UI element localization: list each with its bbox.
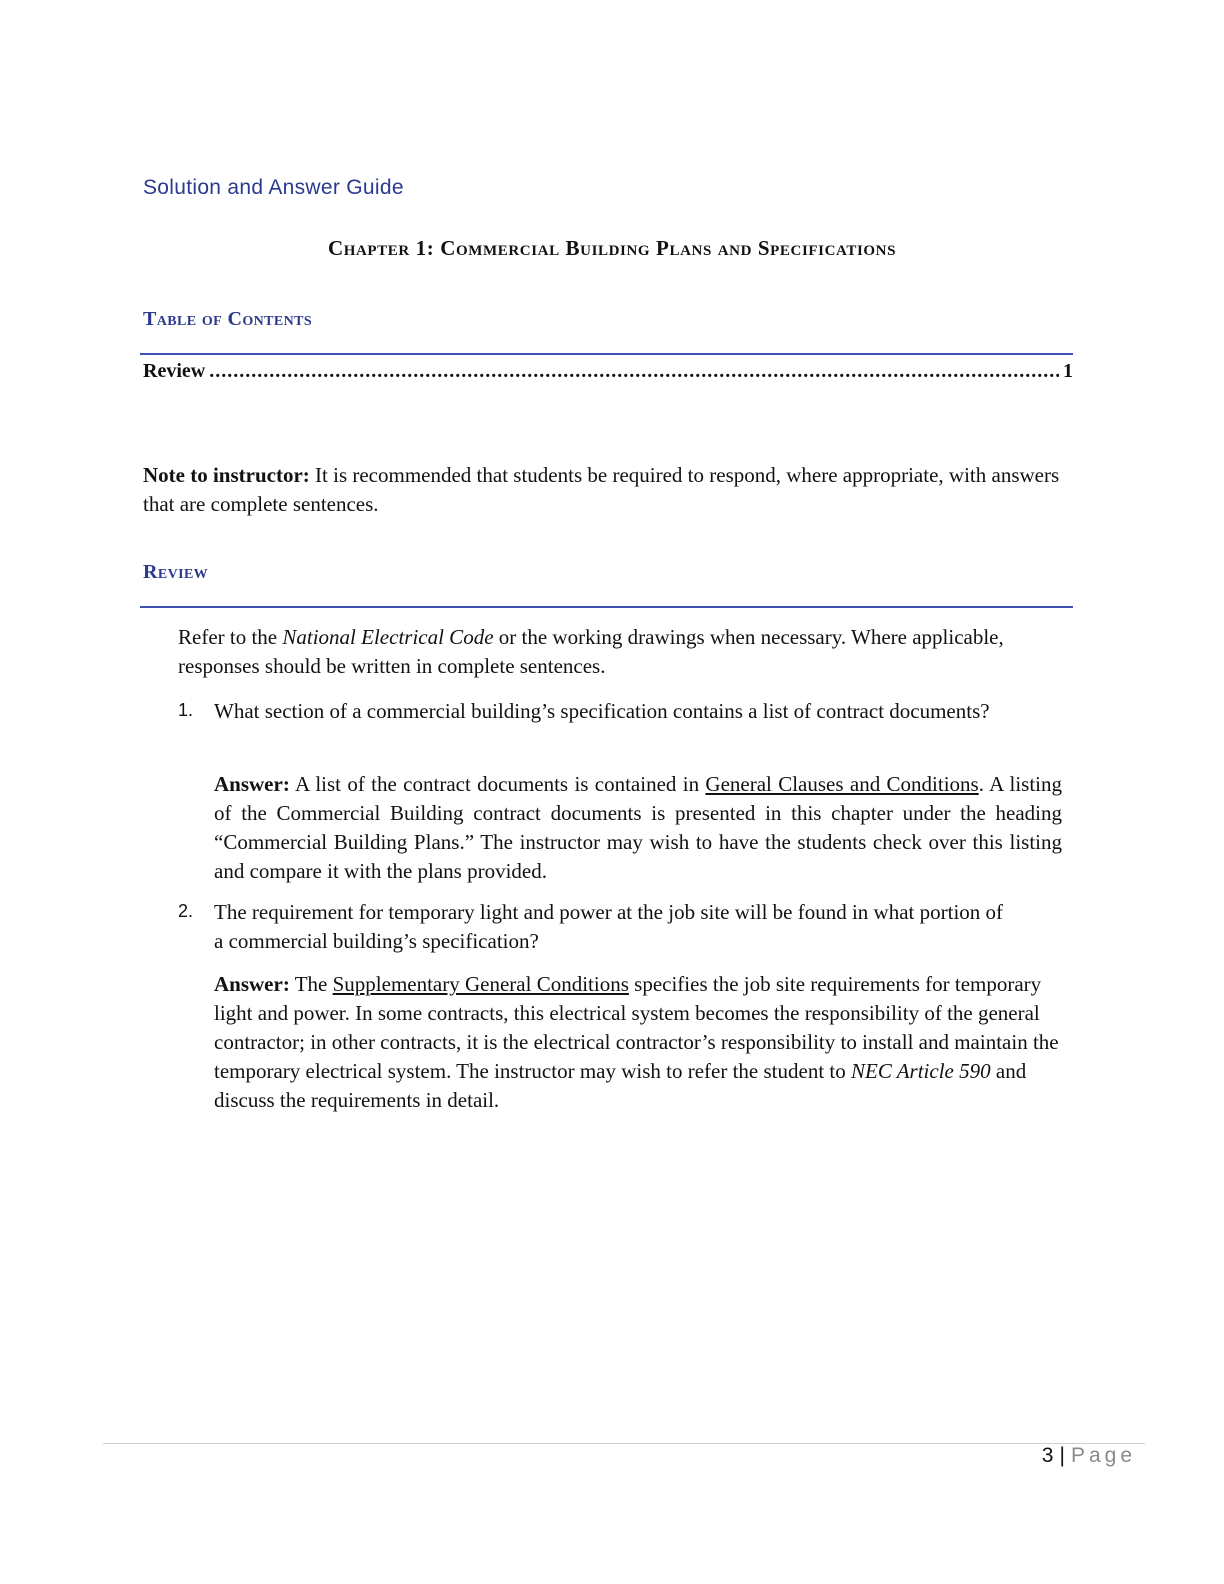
- intro-text-pre: Refer to the: [178, 625, 283, 649]
- chapter-title: Chapter 1: Commercial Building Plans and Specifications: [327, 236, 897, 260]
- answer-italic-reference: NEC Article 590: [851, 1059, 991, 1083]
- footer-separator: |: [1059, 1444, 1067, 1467]
- toc-entry-label[interactable]: Review: [143, 360, 206, 382]
- toc-divider: [140, 353, 1073, 355]
- page-number: 3: [1041, 1444, 1056, 1467]
- question-number: 1.: [178, 700, 194, 720]
- answer-underlined-term: General Clauses and Conditions: [705, 772, 979, 796]
- guide-title: Solution and Answer Guide: [143, 176, 404, 199]
- toc-entry-review[interactable]: [143, 360, 1073, 388]
- question-text: The requirement for temporary light and power at the job site will be found in what portion of a commercial building’s specification?: [214, 900, 1004, 953]
- answer-block: [214, 770, 1062, 886]
- intro-code-title: National Electrical Code: [282, 625, 494, 649]
- answer-label: Answer:: [214, 972, 290, 996]
- answer-text-mid: specifies the job site requirements for temporary light and power. In some contracts, this electrical system becomes the responsibility of the general contractor; in other contracts, it is the electrical contractor’s responsibility to install and maintain the temporary electrical system. The instructor may wish to refer the student to: [214, 972, 1059, 1083]
- answer-text-pre: A list of the contract documents is contained in: [289, 772, 706, 796]
- answer-underlined-term: Supplementary General Conditions: [332, 972, 629, 996]
- review-intro: [178, 623, 1058, 681]
- page-word: Page: [1070, 1444, 1136, 1467]
- page-footer: [1042, 1444, 1136, 1468]
- answer-block: [214, 970, 1062, 1115]
- answer-text-post: . A listing of the Commercial Building contract documents is presented in this chapter under the heading “Commercial Building Plans.” The instructor may wish to have the students check over this listing and compare it with the plans provided.: [214, 772, 1062, 883]
- question-text: What section of a commercial building’s specification contains a list of contract documents?: [214, 699, 990, 723]
- note-text: It is recommended that students be required to respond, where appropriate, with answers that are complete sentences.: [143, 463, 1060, 516]
- review-divider: [140, 606, 1073, 608]
- note-to-instructor: [143, 461, 1063, 519]
- toc-entry-page: 1: [1063, 360, 1073, 382]
- answer-label: Answer:: [214, 772, 290, 796]
- question-number: 2.: [178, 901, 194, 921]
- footer-divider: [103, 1443, 1145, 1444]
- intro-text-post: or the working drawings when necessary. Where applicable, responses should be written in complete sentences.: [178, 625, 1004, 678]
- answer-text-pre: The: [289, 972, 333, 996]
- note-label: Note to instructor:: [143, 463, 310, 487]
- review-heading: Review: [143, 561, 209, 583]
- toc-leader-dots: [209, 360, 1059, 383]
- toc-heading: Table of Contents: [143, 308, 313, 330]
- answer-text-post: and discuss the requirements in detail.: [214, 1059, 1027, 1112]
